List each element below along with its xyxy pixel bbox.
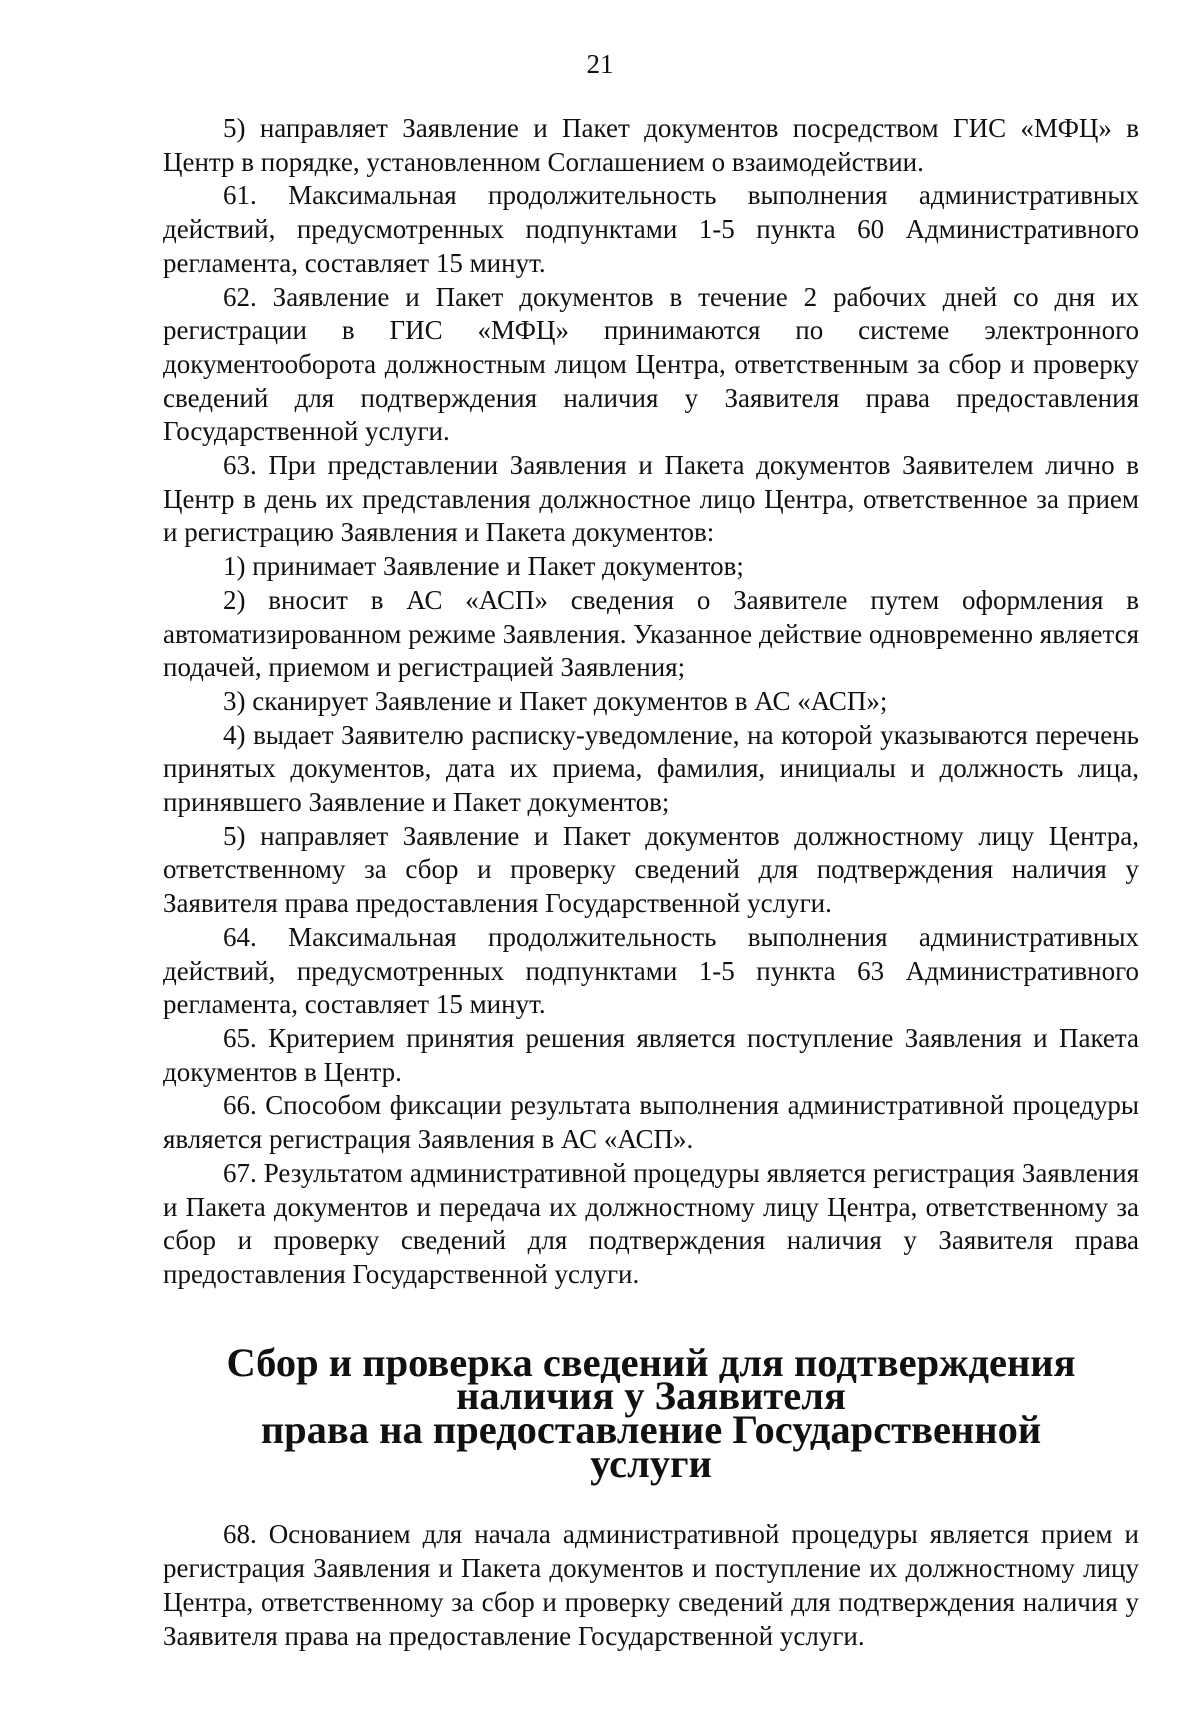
- page-number: 21: [586, 49, 614, 79]
- paragraph-61: 61. Максимальная продолжительность выполнения административных действий, предусмотренных подпунктами 1-5 пункта 60 Административного регламента, составляет 15 минут.: [163, 180, 1139, 278]
- paragraph-63-item-1: 1) принимает Заявление и Пакет документов;: [223, 551, 744, 582]
- section-heading-line-1: Сбор и проверка сведений для подтверждения наличия у Заявителя: [226, 1339, 1076, 1419]
- paragraph-64: 64. Максимальная продолжительность выполнения административных действий, предусмотренных подпунктами 1-5 пункта 63 Административного регламента, составляет 15 минут.: [163, 921, 1139, 1020]
- paragraph-68: 68. Основанием для начала административной процедуры является прием и регистрация Заявления и Пакета документов и поступление их должностному лицу Центра, ответственному за сбор и проверку сведений для подтверждения наличия у Заявителя права на предоставление Государственной услуги.: [163, 1519, 1139, 1651]
- paragraph-63: 63. При представлении Заявления и Пакета документов Заявителем лично в Центр в день их представления должностное лицо Центра, ответственное за прием и регистрацию Заявления и Пакета документов:: [163, 450, 1139, 548]
- paragraph-66: 66. Способом фиксации результата выполнения административной процедуры является регистрация Заявления в АС «АСП».: [163, 1090, 1139, 1155]
- paragraph-62: 62. Заявление и Пакет документов в течение 2 рабочих дней со дня их регистрации в ГИС «МФЦ» принимаются по системе электронного документооборота должностным лицом Центра, ответственным за сбор и проверку сведений для подтверждения наличия у Заявителя права предоставления Государственной услуги.: [163, 281, 1139, 447]
- paragraph-63-item-4: 4) выдает Заявителю расписку-уведомление, на которой указываются перечень принятых документов, дата их приема, фамилия, инициалы и должность лица, принявшего Заявление и Пакет документов;: [163, 719, 1139, 818]
- paragraph-67: 67. Результатом административной процедуры является регистрация Заявления и Пакета документов и передача их должностному лицу Центра, ответственному за сбор и проверку сведений для подтверждения наличия у Заявителя права предоставления Государственной услуги.: [163, 1157, 1139, 1289]
- paragraph-5-send-to-center: 5) направляет Заявление и Пакет документов посредством ГИС «МФЦ» в Центр в порядке, установленном Соглашением о взаимодействии.: [163, 113, 1139, 177]
- paragraph-65: 65. Критерием принятия решения является поступление Заявления и Пакета документов в Центр.: [163, 1022, 1139, 1087]
- paragraph-63-item-3: 3) сканирует Заявление и Пакет документов в АС «АСП»;: [223, 685, 888, 716]
- section-heading-line-2: права на предоставление Государственной услуги: [260, 1407, 1042, 1486]
- paragraph-63-item-2: 2) вносит в АС «АСП» сведения о Заявителе путем оформления в автоматизированном режиме Заявления. Указанное действие одновременно является подачей, приемом и регистрацией Заявления;: [163, 584, 1139, 683]
- section-heading: [163, 1339, 1139, 1486]
- paragraph-63-item-5: 5) направляет Заявление и Пакет документов должностному лицу Центра, ответственному за сбор и проверку сведений для подтверждения наличия у Заявителя права предоставления Государственной услуги.: [163, 820, 1139, 919]
- document-body: [163, 112, 1139, 1653]
